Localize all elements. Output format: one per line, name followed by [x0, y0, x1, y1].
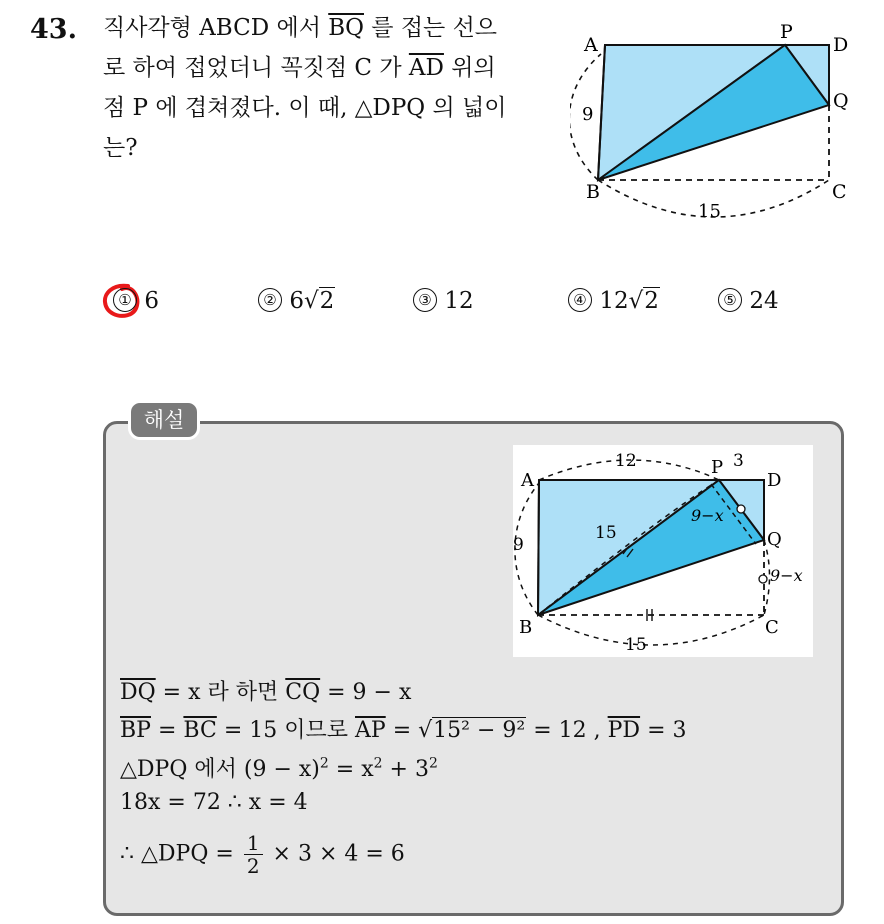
solution-line-4: 18x = 72 ∴ x = 4: [120, 790, 308, 815]
solution-line-3: △DPQ 에서 $(9 - x)^2 = x^2 + 3^2$: [120, 755, 438, 782]
solution-line-1: $\overline{DQ} = x$ 라 하면 $\overline{CQ} = 9 - x$: [120, 680, 412, 705]
label-a: A: [584, 34, 598, 56]
label-b: B: [586, 181, 600, 203]
choice-3[interactable]: ③ 12: [413, 288, 474, 314]
label-d: D: [833, 34, 849, 56]
label-q: Q: [833, 90, 849, 112]
svg-text:15: 15: [595, 523, 617, 543]
label-p: P: [780, 21, 793, 43]
question-figure: [570, 14, 860, 229]
choice-5[interactable]: ⑤ 24: [718, 288, 779, 314]
solution-line-2: $\overline{BP} = \overline{BC} = 15$ 이므로 $\overline{AP} = √15^2 - 9^2 = 12$ , $\overline{PD} = 3$: [120, 718, 687, 743]
choice-4[interactable]: ④ 12√2: [568, 288, 660, 314]
solution-tag: 해설: [128, 400, 200, 440]
question-line-4: 는?: [103, 135, 138, 161]
svg-text:D: D: [767, 470, 782, 491]
solution-line-5: ∴ △DPQ = $\frac{1}{2}$ × 3 × 4 = 6: [120, 831, 405, 878]
svg-text:9: 9: [513, 535, 524, 555]
label-9: 9: [582, 104, 594, 125]
svg-text:15: 15: [625, 635, 647, 655]
solution-figure: [513, 445, 813, 657]
question-line-3: 점 P 에 겹쳐졌다. 이 때, △DPQ 의 넓이: [103, 95, 507, 121]
svg-text:Q: Q: [767, 529, 782, 550]
svg-text:12: 12: [615, 451, 637, 471]
segment-ad: $\overline{AD}$: [408, 55, 444, 81]
label-15: 15: [698, 201, 721, 222]
svg-text:C: C: [765, 617, 779, 638]
segment-bq: $\overline{BQ}$: [328, 15, 364, 41]
svg-text:B: B: [519, 617, 533, 638]
choice-2[interactable]: ② 6√2: [258, 288, 335, 314]
svg-text:P: P: [711, 457, 724, 478]
choice-1[interactable]: ① 6: [113, 288, 159, 314]
svg-text:9−x: 9−x: [770, 566, 803, 585]
question-line-1: 직사각형 ABCD 에서 $\overline{BQ}$ 를 접는 선으: [103, 15, 498, 41]
question-number: 43.: [30, 14, 77, 45]
label-c: C: [832, 181, 847, 203]
svg-text:3: 3: [733, 451, 744, 471]
fraction-half: $\frac{1}{2}$: [244, 832, 263, 877]
svg-text:A: A: [521, 470, 534, 491]
question-line-2: 로 하여 접었더니 꼭짓점 C 가 $\overline{AD}$ 위의: [103, 55, 496, 81]
svg-text:9−x: 9−x: [691, 506, 724, 525]
